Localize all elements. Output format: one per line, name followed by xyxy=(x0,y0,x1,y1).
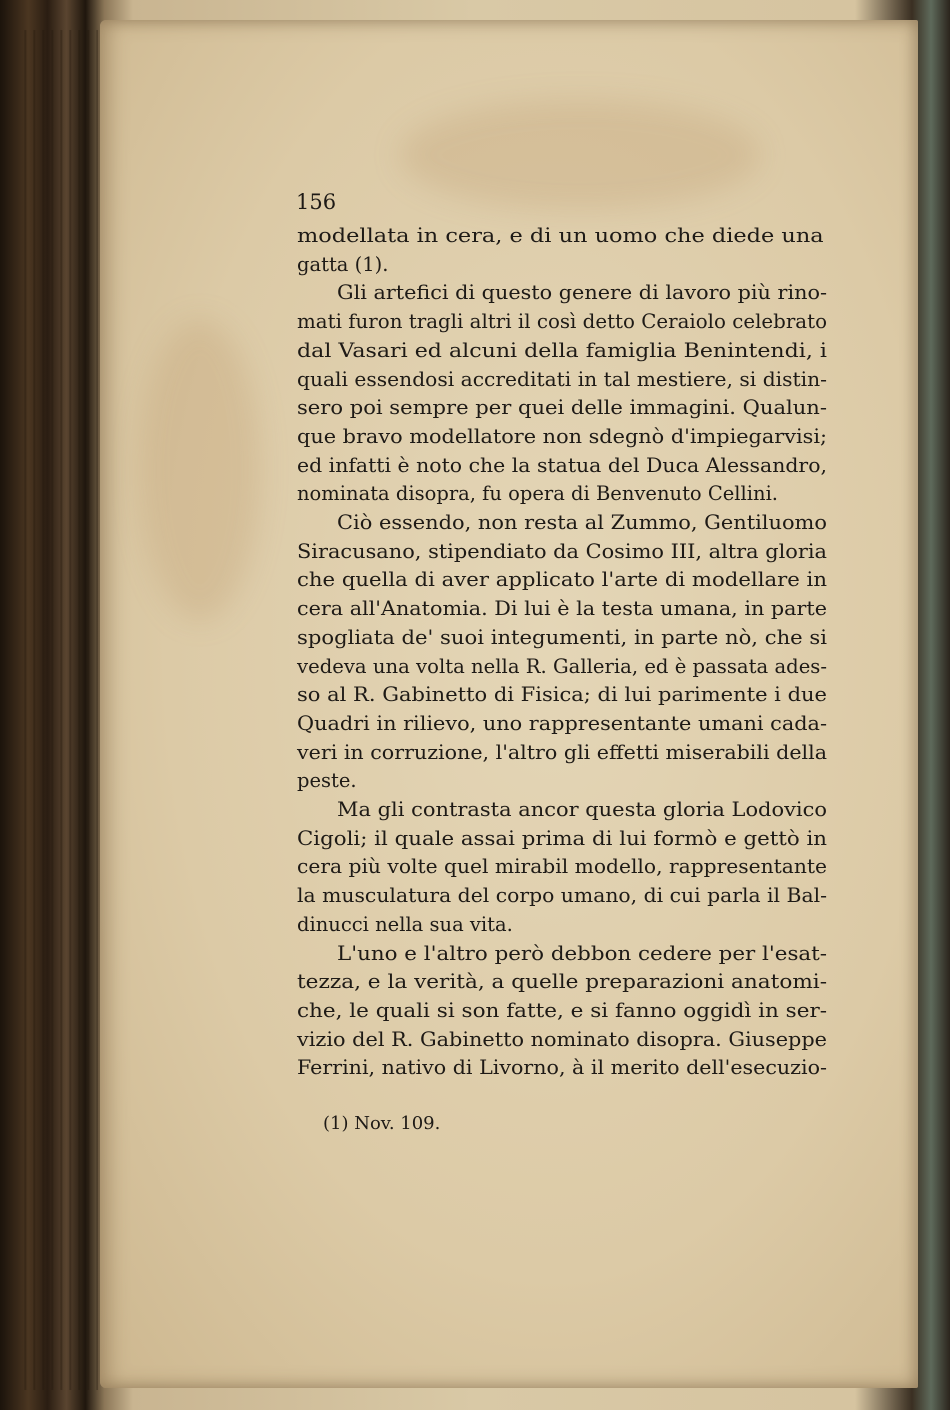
text-line: Siracusano, stipendiato da Cosimo III, altra gloria xyxy=(297,539,827,563)
text-line: Gli artefici di questo genere di lavoro più rino- xyxy=(337,281,827,305)
book-page-edges xyxy=(18,30,98,1390)
text-line: la musculatura del corpo umano, di cui parla il Bal- xyxy=(297,884,827,908)
text-line: dal Vasari ed alcuni della famiglia Benintendi, i xyxy=(297,338,827,362)
text-line: peste. xyxy=(297,769,357,793)
text-line: nominata disopra, fu opera di Benvenuto Cellini. xyxy=(297,482,779,506)
footnote: (1) Nov. 109. xyxy=(323,1113,441,1134)
text-line: Cigoli; il quale assai prima di lui formò e gettò in xyxy=(297,826,827,850)
text-line: Ma gli contrasta ancor questa gloria Lodovico xyxy=(337,798,827,821)
text-line: tezza, e la verità, a quelle preparazioni anatomi- xyxy=(297,970,827,994)
text-line: so al R. Gabinetto di Fisica; di lui parimente i due xyxy=(297,683,827,707)
text-line: modellata in cera, e di un uomo che diede una xyxy=(297,224,824,247)
text-line: cera più volte quel mirabil modello, rappresentante xyxy=(297,855,827,879)
text-line: quali essendosi accreditati in tal mestiere, si distin- xyxy=(297,367,827,391)
text-line: sero poi sempre per quei delle immagini. Qualun- xyxy=(297,396,827,420)
paper-stain xyxy=(400,100,760,210)
text-line: Ciò essendo, non resta al Zummo, Gentiluomo xyxy=(337,511,827,534)
text-line: dinucci nella sua vita. xyxy=(297,912,513,936)
text-line: vizio del R. Gabinetto nominato disopra. Giuseppe xyxy=(297,1027,827,1051)
text-line: ed infatti è noto che la statua del Duca Alessandro, xyxy=(297,453,827,477)
text-line: mati furon tragli altri il così detto Ceraiolo celebrato xyxy=(297,310,827,334)
paper-stain xyxy=(140,320,260,620)
text-line: Quadri in rilievo, uno rappresentante umani cada- xyxy=(297,711,827,735)
text-line: che quella di aver applicato l'arte di modellare in xyxy=(297,568,827,592)
text-line: que bravo modellatore non sdegnò d'impiegarvisi; xyxy=(297,424,827,448)
page-number: 156 xyxy=(296,190,337,214)
text-line: gatta (1). xyxy=(297,252,389,276)
text-line: che, le quali si son fatte, e si fanno oggidì in ser- xyxy=(297,998,827,1022)
text-line: L'uno e l'altro però debbon cedere per l'esat- xyxy=(337,941,827,965)
text-line: Ferrini, nativo di Livorno, à il merito dell'esecuzio- xyxy=(297,1056,827,1080)
text-line: veri in corruzione, l'altro gli effetti miserabili della xyxy=(297,740,827,764)
text-line: spogliata de' suoi integumenti, in parte nò, che si xyxy=(297,625,827,649)
text-line: vedeva una volta nella R. Galleria, ed è passata ades- xyxy=(297,654,827,678)
text-line: cera all'Anatomia. Di lui è la testa umana, in parte xyxy=(297,597,827,621)
